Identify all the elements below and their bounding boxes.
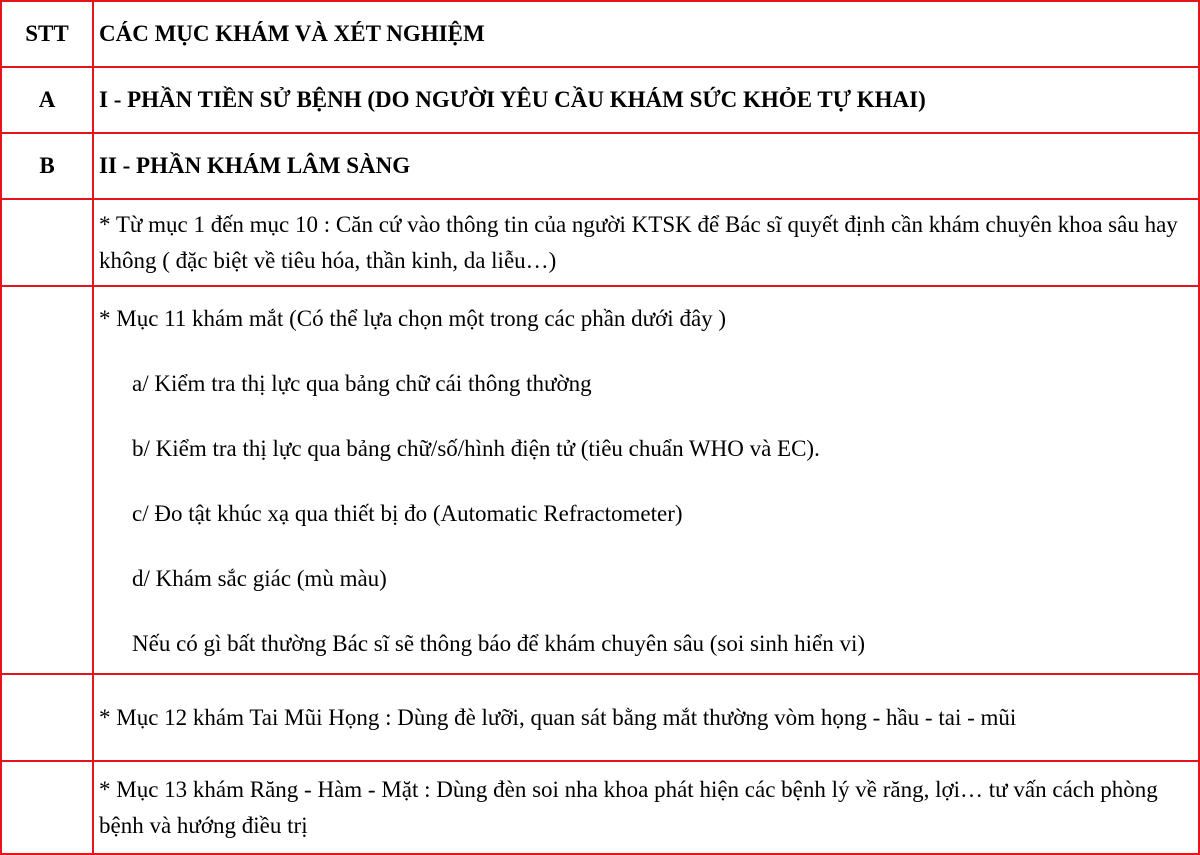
section-a-title: I - PHẦN TIỀN SỬ BỆNH (DO NGƯỜI YÊU CẦU KHÁM SỨC KHỎE TỰ KHAI) — [93, 67, 1199, 133]
section-b-title: II - PHẦN KHÁM LÂM SÀNG — [93, 133, 1199, 199]
table-header-row — [1, 1, 1199, 67]
empty-stt-cell — [1, 761, 93, 854]
exam-items-header: CÁC MỤC KHÁM VÀ XÉT NGHIỆM — [93, 1, 1199, 67]
stt-header: STT — [1, 1, 93, 67]
eye-exam-note: Nếu có gì bất thường Bác sĩ sẽ thông báo để khám chuyên sâu (soi sinh hiển vi) — [132, 630, 866, 656]
dental-exam-text: * Mục 13 khám Răng - Hàm - Mặt : Dùng đèn soi nha khoa phát hiện các bệnh lý về răng, lợi… tư vấn cách phòng bệnh và hướng điều trị — [93, 761, 1199, 854]
table-row — [1, 133, 1199, 199]
section-a-number: A — [1, 67, 93, 133]
eye-exam-intro: * Mục 11 khám mắt (Có thể lựa chọn một trong các phần dưới đây ) — [99, 305, 727, 331]
table-row — [1, 674, 1199, 761]
eye-exam-option-b: b/ Kiểm tra thị lực qua bảng chữ/số/hình điện tử (tiêu chuẩn WHO và EC). — [132, 435, 820, 461]
section-b-number: B — [1, 133, 93, 199]
eye-exam-option-d: d/ Khám sắc giác (mù màu) — [132, 565, 387, 591]
eye-exam-cell — [93, 286, 1199, 674]
item-1-10-text: * Từ mục 1 đến mục 10 : Căn cứ vào thông tin của người KTSK để Bác sĩ quyết định cần khám chuyên khoa sâu hay không ( đặc biệt về tiêu hóa, thần kinh, da liễu…) — [93, 199, 1199, 286]
ent-exam-text: * Mục 12 khám Tai Mũi Họng : Dùng đè lưỡi, quan sát bằng mắt thường vòm họng - hầu - tai - mũi — [93, 674, 1199, 761]
table-row — [1, 199, 1199, 286]
empty-stt-cell — [1, 199, 93, 286]
empty-stt-cell — [1, 286, 93, 674]
empty-stt-cell — [1, 674, 93, 761]
eye-exam-option-c: c/ Đo tật khúc xạ qua thiết bị đo (Automatic Refractometer) — [132, 500, 683, 526]
eye-exam-option-a: a/ Kiểm tra thị lực qua bảng chữ cái thông thường — [132, 370, 592, 396]
table-row — [1, 67, 1199, 133]
table-row — [1, 286, 1199, 674]
table-row — [1, 761, 1199, 854]
